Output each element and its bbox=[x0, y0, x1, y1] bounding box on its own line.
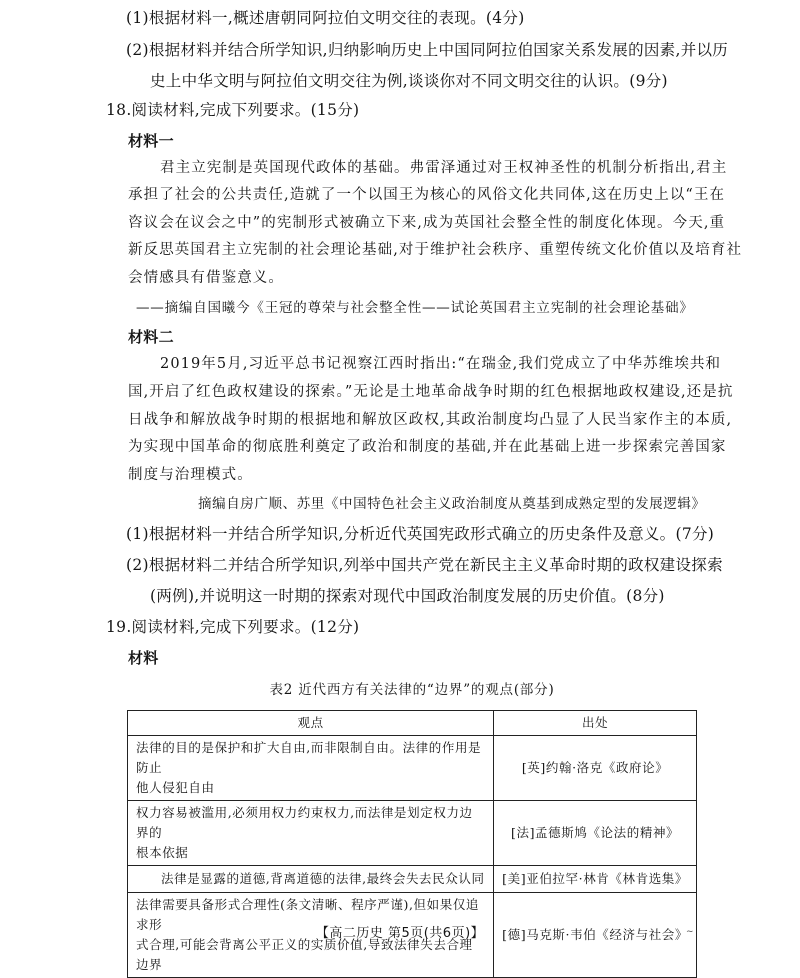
q18-material2-line: 日战争和解放战争时期的根据地和解放区政权,其政治制度均凸显了人民当家作主的本质, bbox=[128, 412, 733, 428]
q18-material2-line: 国,开启了红色政权建设的探索。”无论是土地革命战争时期的红色根据地政权建设,还是抗 bbox=[128, 384, 734, 400]
q18-material1-label: 材料一 bbox=[128, 132, 174, 150]
q18-material1-line: 承担了社会的公共责任,造就了一个以国王为核心的风俗文化共同体,这在历史上以“王在 bbox=[128, 187, 726, 203]
q18-subquestion-1: (1)根据材料一并结合所学知识,分析近代英国宪政形式确立的历史条件及意义。(7分) bbox=[126, 525, 715, 543]
q19-material-label: 材料 bbox=[128, 649, 159, 667]
viewpoint-text-line: 法律的目的是保护和扩大自由,而非限制自由。法律的作用是防止 bbox=[136, 740, 482, 775]
viewpoint-text-line: 法律是显露的道德,背离道德的法律,最终会失去民众认同 bbox=[161, 871, 485, 886]
q17-subquestion-2-line2: 史上中华文明与阿拉伯文明交往为例,谈谈你对不同文明交往的认识。(9分) bbox=[150, 72, 668, 90]
q18-material2-line: 制度与治理模式。 bbox=[128, 467, 253, 483]
table-row bbox=[128, 801, 697, 866]
page-footer: 【高二历史 第5页(共6页)】 bbox=[315, 926, 485, 941]
table-cell-viewpoint bbox=[128, 736, 494, 801]
table-cell-source: [德]马克斯·韦伯《经济与社会》 bbox=[494, 893, 697, 978]
table-row bbox=[128, 866, 697, 893]
q18-material1-line: 新反思英国君主立宪制的社会理论基础,对于维护社会秩序、重塑传统文化价值以及培育社 bbox=[128, 242, 743, 258]
q18-header: 18.阅读材料,完成下列要求。(15分) bbox=[106, 101, 360, 119]
table-cell-source: [英]约翰·洛克《政府论》 bbox=[494, 736, 697, 801]
table-cell-source: [法]孟德斯鸠《论法的精神》 bbox=[494, 801, 697, 866]
q18-material2-line: 2019年5月,习近平总书记视察江西时指出:“在瑞金,我们党成立了中华苏维埃共和 bbox=[160, 356, 722, 372]
q18-material1-line: 咨议会在议会之中”的宪制形式被确立下来,成为英国社会整全性的制度化体现。今天,重 bbox=[128, 215, 726, 231]
table-caption: 表2 近代西方有关法律的“边界”的观点(部分) bbox=[269, 682, 555, 698]
table-cell-viewpoint bbox=[128, 801, 494, 866]
viewpoint-text-line: 根本依据 bbox=[136, 845, 189, 860]
q18-material1-source: ——摘编自国曦今《王冠的尊荣与社会整全性——试论英国君主立宪制的社会理论基础》 bbox=[136, 300, 694, 316]
q18-material2-source: 摘编自房广顺、苏里《中国特色社会主义政治制度从奠基到成熟定型的发展逻辑》 bbox=[198, 496, 706, 512]
q17-subquestion-1: (1)根据材料一,概述唐朝同阿拉伯文明交往的表现。(4分) bbox=[126, 9, 525, 27]
q18-subquestion-2-line1: (2)根据材料二并结合所学知识,列举中国共产党在新民主主义革命时期的政权建设探索 bbox=[126, 556, 723, 574]
q18-material1-line: 会情感具有借鉴意义。 bbox=[128, 270, 284, 286]
q18-material2-line: 为实现中国革命的彻底胜利奠定了政治和制度的基础,并在此基础上进一步探索完善国家 bbox=[128, 439, 727, 455]
table-header-source: 出处 bbox=[494, 711, 697, 736]
corner-mark: ~ bbox=[686, 927, 694, 937]
table-header-viewpoint: 观点 bbox=[128, 711, 494, 736]
q19-header: 19.阅读材料,完成下列要求。(12分) bbox=[106, 618, 360, 636]
q18-material1-line: 君主立宪制是英国现代政体的基础。弗雷泽通过对王权神圣性的机制分析指出,君主 bbox=[160, 160, 728, 176]
table-cell-viewpoint bbox=[128, 866, 494, 893]
viewpoint-text-line: 式合理,可能会背离公平正义的实质价值,导致法律失去合理边界 bbox=[136, 937, 473, 972]
viewpoint-text-line: 法律需要具备形式合理性(条文清晰、程序严谨),但如果仅追求形 bbox=[136, 897, 480, 932]
viewpoint-text-line: 权力容易被滥用,必须用权力约束权力,而法律是划定权力边界的 bbox=[136, 805, 473, 840]
table-header-row bbox=[128, 711, 697, 736]
table-cell-source: [美]亚伯拉罕·林肯《林肯选集》 bbox=[494, 866, 697, 893]
q18-subquestion-2-line2: (两例),并说明这一时期的探索对现代中国政治制度发展的历史价值。(8分) bbox=[150, 587, 665, 605]
viewpoint-text-line: 他人侵犯自由 bbox=[136, 780, 215, 795]
table-row bbox=[128, 736, 697, 801]
q17-subquestion-2-line1: (2)根据材料并结合所学知识,归纳影响历史上中国同阿拉伯国家关系发展的因素,并以历 bbox=[126, 41, 729, 59]
q18-material2-label: 材料二 bbox=[128, 328, 174, 346]
